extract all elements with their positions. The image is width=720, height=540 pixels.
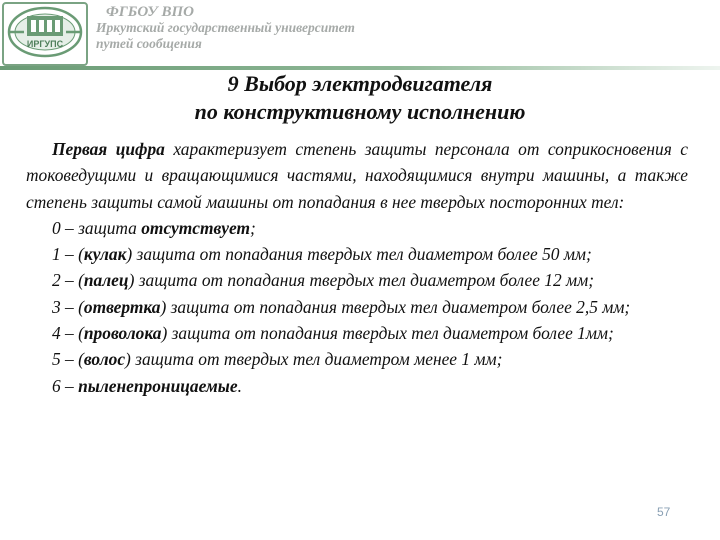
intro-term: Первая цифра: [52, 139, 165, 159]
item-term: волос: [83, 349, 126, 370]
intro-paragraph: [26, 136, 688, 215]
item-term: пыленепроницаемые: [78, 375, 238, 396]
item-prefix: 3 – (: [52, 296, 84, 317]
list-item: [26, 294, 688, 320]
org-line-3: путей сообщения: [96, 36, 202, 51]
item-prefix: 6 –: [52, 375, 79, 396]
list-item: [26, 373, 688, 399]
page-number: 57: [657, 505, 671, 519]
list-item: [26, 267, 688, 293]
item-term: проволока: [83, 323, 162, 344]
slide-header: [0, 0, 720, 78]
list-item: [26, 215, 688, 241]
item-prefix: 4 – (: [52, 323, 84, 344]
org-line-1: ФГБОУ ВПО: [106, 4, 194, 20]
list-item: [26, 346, 688, 372]
slide-title-line-2: по конструктивному исполнению: [194, 99, 526, 124]
item-text: ) защита от попадания твердых тел диаметром более 50 мм;: [126, 244, 592, 265]
item-prefix: 0 – защита: [52, 217, 142, 238]
item-text: ) защита от попадания твердых тел диаметром более 2,5 мм;: [160, 296, 631, 317]
intro-text: характеризует степень защиты персонала от соприкосновения с токоведущими и вращающимися частями, находящимися внутри машины, а также степень защиты самой машины от попадания в нее твердых посторонних тел:: [26, 139, 688, 212]
item-text: ) защита от попадания твердых тел диаметром более 12 мм;: [128, 270, 594, 291]
org-line-2: Иркутский государственный университет: [96, 20, 355, 35]
item-prefix: 2 – (: [52, 270, 84, 291]
organization-name: [96, 4, 355, 52]
item-text: ;: [250, 217, 256, 238]
item-term: отвертка: [83, 296, 161, 317]
list-item: [26, 320, 688, 346]
list-item: [26, 241, 688, 267]
item-term: палец: [83, 270, 129, 291]
item-text: .: [237, 375, 242, 396]
logo-text: ИРГУПС: [26, 39, 64, 49]
item-prefix: 5 – (: [52, 349, 84, 370]
item-text: ) защита от твердых тел диаметром менее 1 мм;: [125, 349, 503, 370]
item-term: отсутствует: [141, 217, 251, 238]
item-prefix: 1 – (: [52, 244, 84, 265]
slide-body: [26, 136, 688, 399]
university-logo-icon: [2, 2, 88, 66]
slide-title-line-1: 9 Выбор электродвигателя: [227, 71, 493, 96]
item-term: кулак: [83, 244, 127, 265]
item-text: ) защита от попадания твердых тел диаметром более 1мм;: [161, 323, 614, 344]
